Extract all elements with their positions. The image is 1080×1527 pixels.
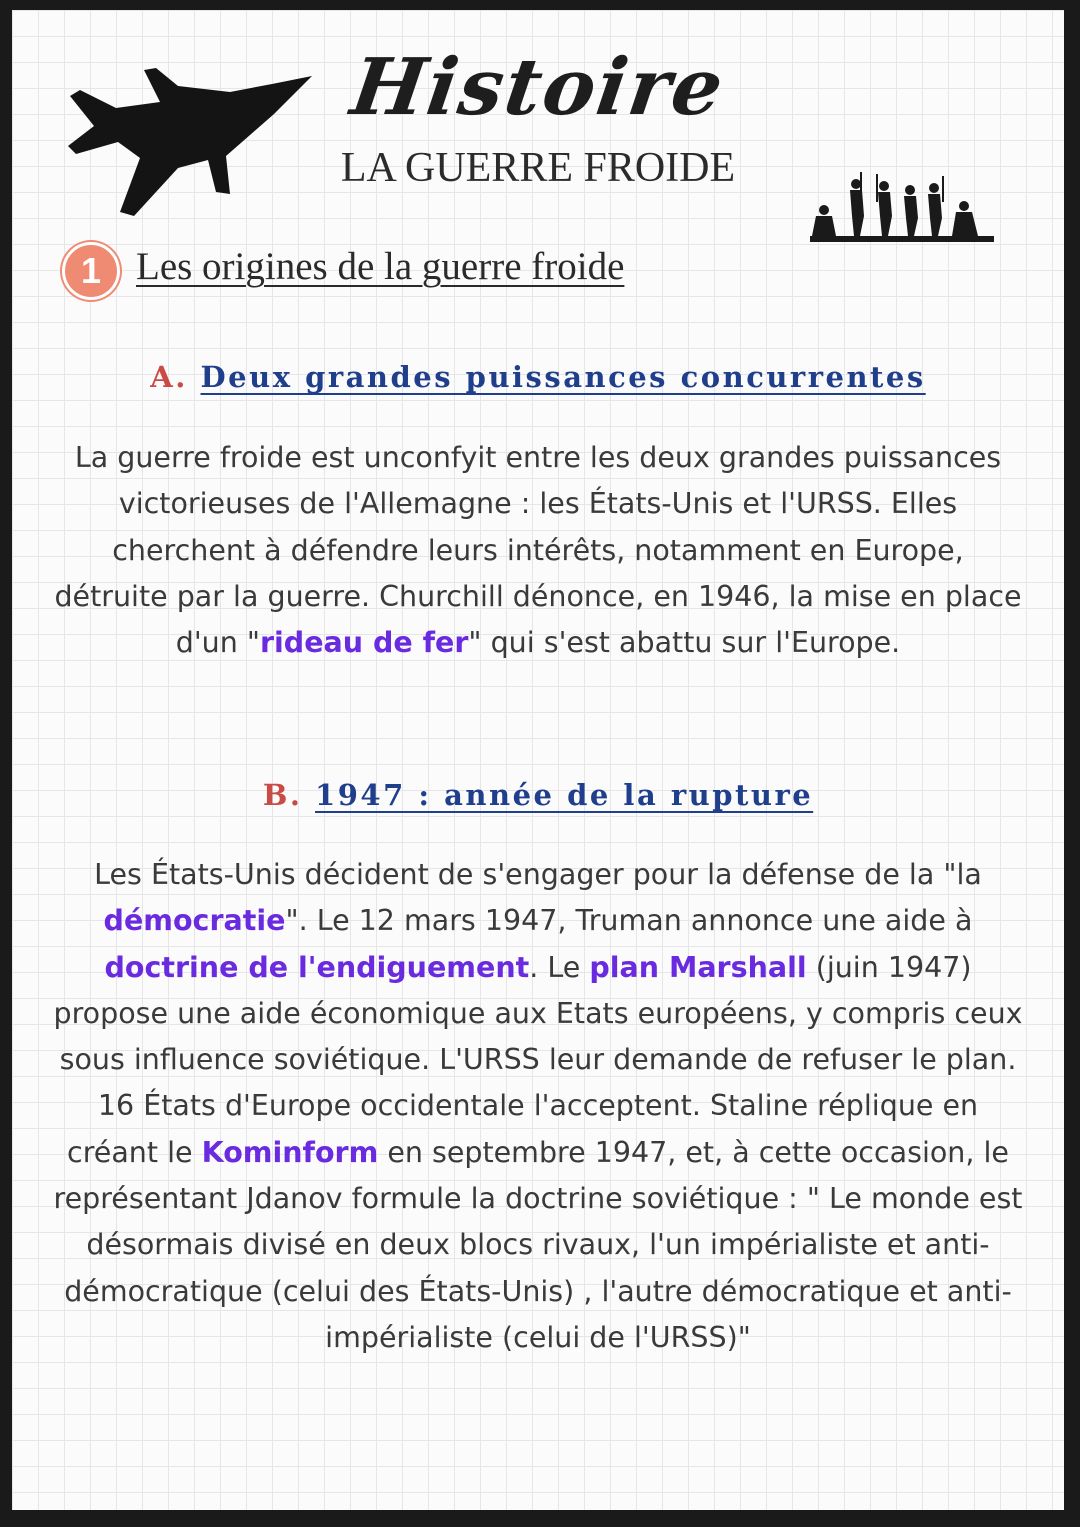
page-title: Histoire [345,42,731,133]
text-run: La guerre froide est unconfyit entre les deux grandes puissances victorieuses de l'Allemagne : les États-Unis et l'URSS. Elles cherchent à défendre leurs intérêts, notamment en Europe, détruite par la guerre. Churchill dénonce, en 1946, la mise en place d'un " [54,441,1022,660]
keyword-plan-marshall: plan Marshall [589,950,807,984]
subsection-b-heading [12,778,1064,812]
text-run: Les États-Unis décident de s'engager pour la défense de la "la [94,858,982,891]
keyword-doctrine-endiguement: doctrine de l'endiguement [104,950,530,984]
subsection-a-title: Deux grandes puissances concurrentes [200,360,926,394]
subsection-b-title: 1947 : année de la rupture [315,778,814,812]
section-number-badge: 1 [62,242,120,300]
subsection-b-paragraph [52,852,1024,1361]
text-run: en septembre 1947, et, à cette occasion, le représentant Jdanov formule la doctrine soviétique : " Le monde est désormais divisé en deux blocs rivaux, l'un impérialiste et anti-démocratique (celui des États-Unis) , l'autre démocratique et anti-impérialiste (celui de l'URSS)" [53,1135,1023,1354]
subsection-b-letter: B. [262,778,303,812]
soldiers-silhouette-icon [798,166,994,252]
page-subtitle: LA GUERRE FROIDE [340,145,736,191]
subsection-a-paragraph [52,435,1024,666]
keyword-kominform: Kominform [201,1135,379,1169]
keyword-rideau-de-fer: rideau de fer [259,626,469,660]
keyword-democratie: démocratie [103,904,286,938]
text-run: . Le [529,950,590,984]
section-title: Les origines de la guerre froide [136,245,625,288]
text-run: " qui s'est abattu sur l'Europe. [468,626,901,660]
subsection-a-letter: A. [150,360,188,394]
text-run: ". Le 12 mars 1947, Truman annonce une aide à [285,904,973,938]
subsection-a-heading [12,360,1064,394]
note-page [12,10,1064,1510]
text-run: (juin 1947) propose une aide économique aux Etats européens, y compris ceux sous influence soviétique. L'URSS leur demande de refuser le plan. 16 États d'Europe occidentale l'acceptent. Staline réplique en créant le [53,950,1023,1169]
